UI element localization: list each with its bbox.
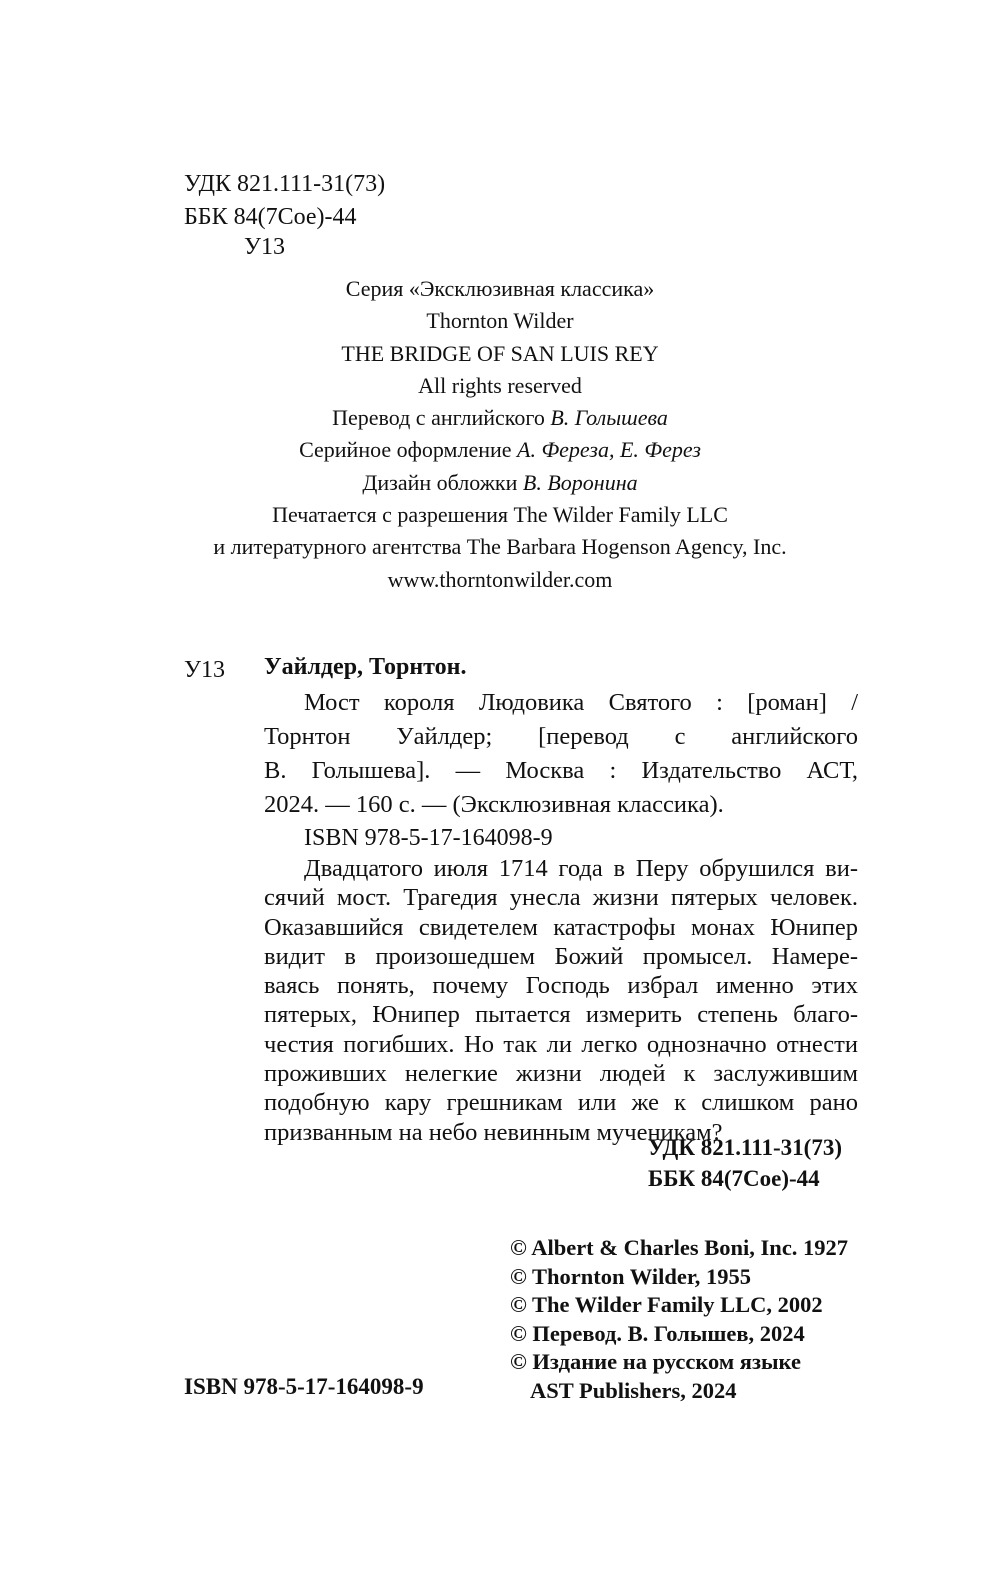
- permission-line-1: Печатается с разрешения The Wilder Family LLC: [272, 502, 728, 528]
- cover-design-label: Дизайн обложки: [362, 469, 523, 495]
- catalog-description: [264, 686, 858, 822]
- original-author: Thornton Wilder: [426, 308, 574, 334]
- annotation-line: видит в произошедшем Божий промысел. Намере-: [264, 942, 858, 970]
- description-line: Торнтон Уайлдер; [перевод с английского: [264, 723, 858, 750]
- series-designers: А. Фереза, Е. Ферез: [517, 437, 701, 463]
- catalog-author-sign: У13: [184, 657, 225, 683]
- permission-line-2: и литературного агентства The Barbara Hogenson Agency, Inc.: [213, 534, 787, 560]
- translation-line: [0, 402, 1000, 434]
- description-line: В. Голышева]. — Москва : Издательство АСТ,: [264, 757, 858, 784]
- website-line: www.thorntonwilder.com: [387, 566, 613, 592]
- copyright-line: © Перевод. В. Голышев, 2024: [510, 1320, 805, 1346]
- credits-block: [0, 273, 1000, 596]
- udk-code: УДК 821.111-31(73): [184, 171, 386, 197]
- copyright-line: AST Publishers, 2024: [530, 1377, 737, 1403]
- annotation-line: честия погибших. Но так ли легко однозначно отнести: [264, 1030, 858, 1058]
- copyright-line: © Издание на русском языке: [510, 1349, 801, 1375]
- annotation-line: проживших нелегкие жизни людей к заслужившим: [264, 1060, 858, 1088]
- series-line: Серия «Эксклюзивная классика»: [345, 276, 655, 301]
- cover-designer: В. Воронина: [522, 469, 638, 495]
- rights-line: All rights reserved: [418, 372, 582, 398]
- translator-name: В. Голышева: [550, 405, 668, 431]
- cover-design-line: [0, 467, 1000, 499]
- annotation: [264, 854, 858, 1147]
- annotation-line: подобную кару грешникам или же к слишком рано: [264, 1089, 858, 1117]
- annotation-line: Двадцатого июля 1714 года в Перу обрушился ви-: [304, 855, 858, 882]
- catalog-codes: [648, 1132, 842, 1194]
- translation-label: Перевод с английского: [332, 405, 551, 431]
- series-design-label: Серийное оформление: [299, 437, 518, 463]
- catalog-author-heading: Уайлдер, Торнтон.: [264, 654, 467, 680]
- bbk-code: ББК 84(7Сое)-44: [184, 204, 357, 230]
- copyright-block: [510, 1234, 848, 1406]
- annotation-line: ваясь понять, почему Господь избрал именно этих: [264, 972, 858, 1000]
- description-line: Мост короля Людовика Святого : [роман] /: [304, 689, 858, 716]
- copyright-line: © The Wilder Family LLC, 2002: [510, 1292, 823, 1318]
- copyright-line: © Thornton Wilder, 1955: [510, 1263, 752, 1289]
- annotation-line: призванным на небо невинным мученикам?: [264, 1118, 723, 1146]
- catalog-udk: УДК 821.111-31(73): [648, 1135, 842, 1160]
- author-sign-top: У13: [244, 234, 285, 260]
- series-design-line: [0, 434, 1000, 466]
- catalog-bbk: ББК 84(7Сое)-44: [648, 1166, 820, 1191]
- annotation-line: пятерых, Юнипер пытается измерить степень благо-: [264, 1001, 858, 1029]
- isbn-bottom: ISBN 978-5-17-164098-9: [184, 1374, 424, 1399]
- catalog-isbn: ISBN 978-5-17-164098-9: [304, 825, 553, 851]
- annotation-line: Оказавшийся свидетелем катастрофы монах Юнипер: [264, 913, 858, 941]
- description-line: 2024. — 160 с. — (Эксклюзивная классика).: [264, 791, 724, 818]
- original-title: THE BRIDGE OF SAN LUIS REY: [341, 340, 659, 366]
- copyright-line: © Albert & Charles Boni, Inc. 1927: [510, 1235, 849, 1260]
- annotation-line: сячий мост. Трагедия унесла жизни пятерых человек.: [264, 884, 858, 912]
